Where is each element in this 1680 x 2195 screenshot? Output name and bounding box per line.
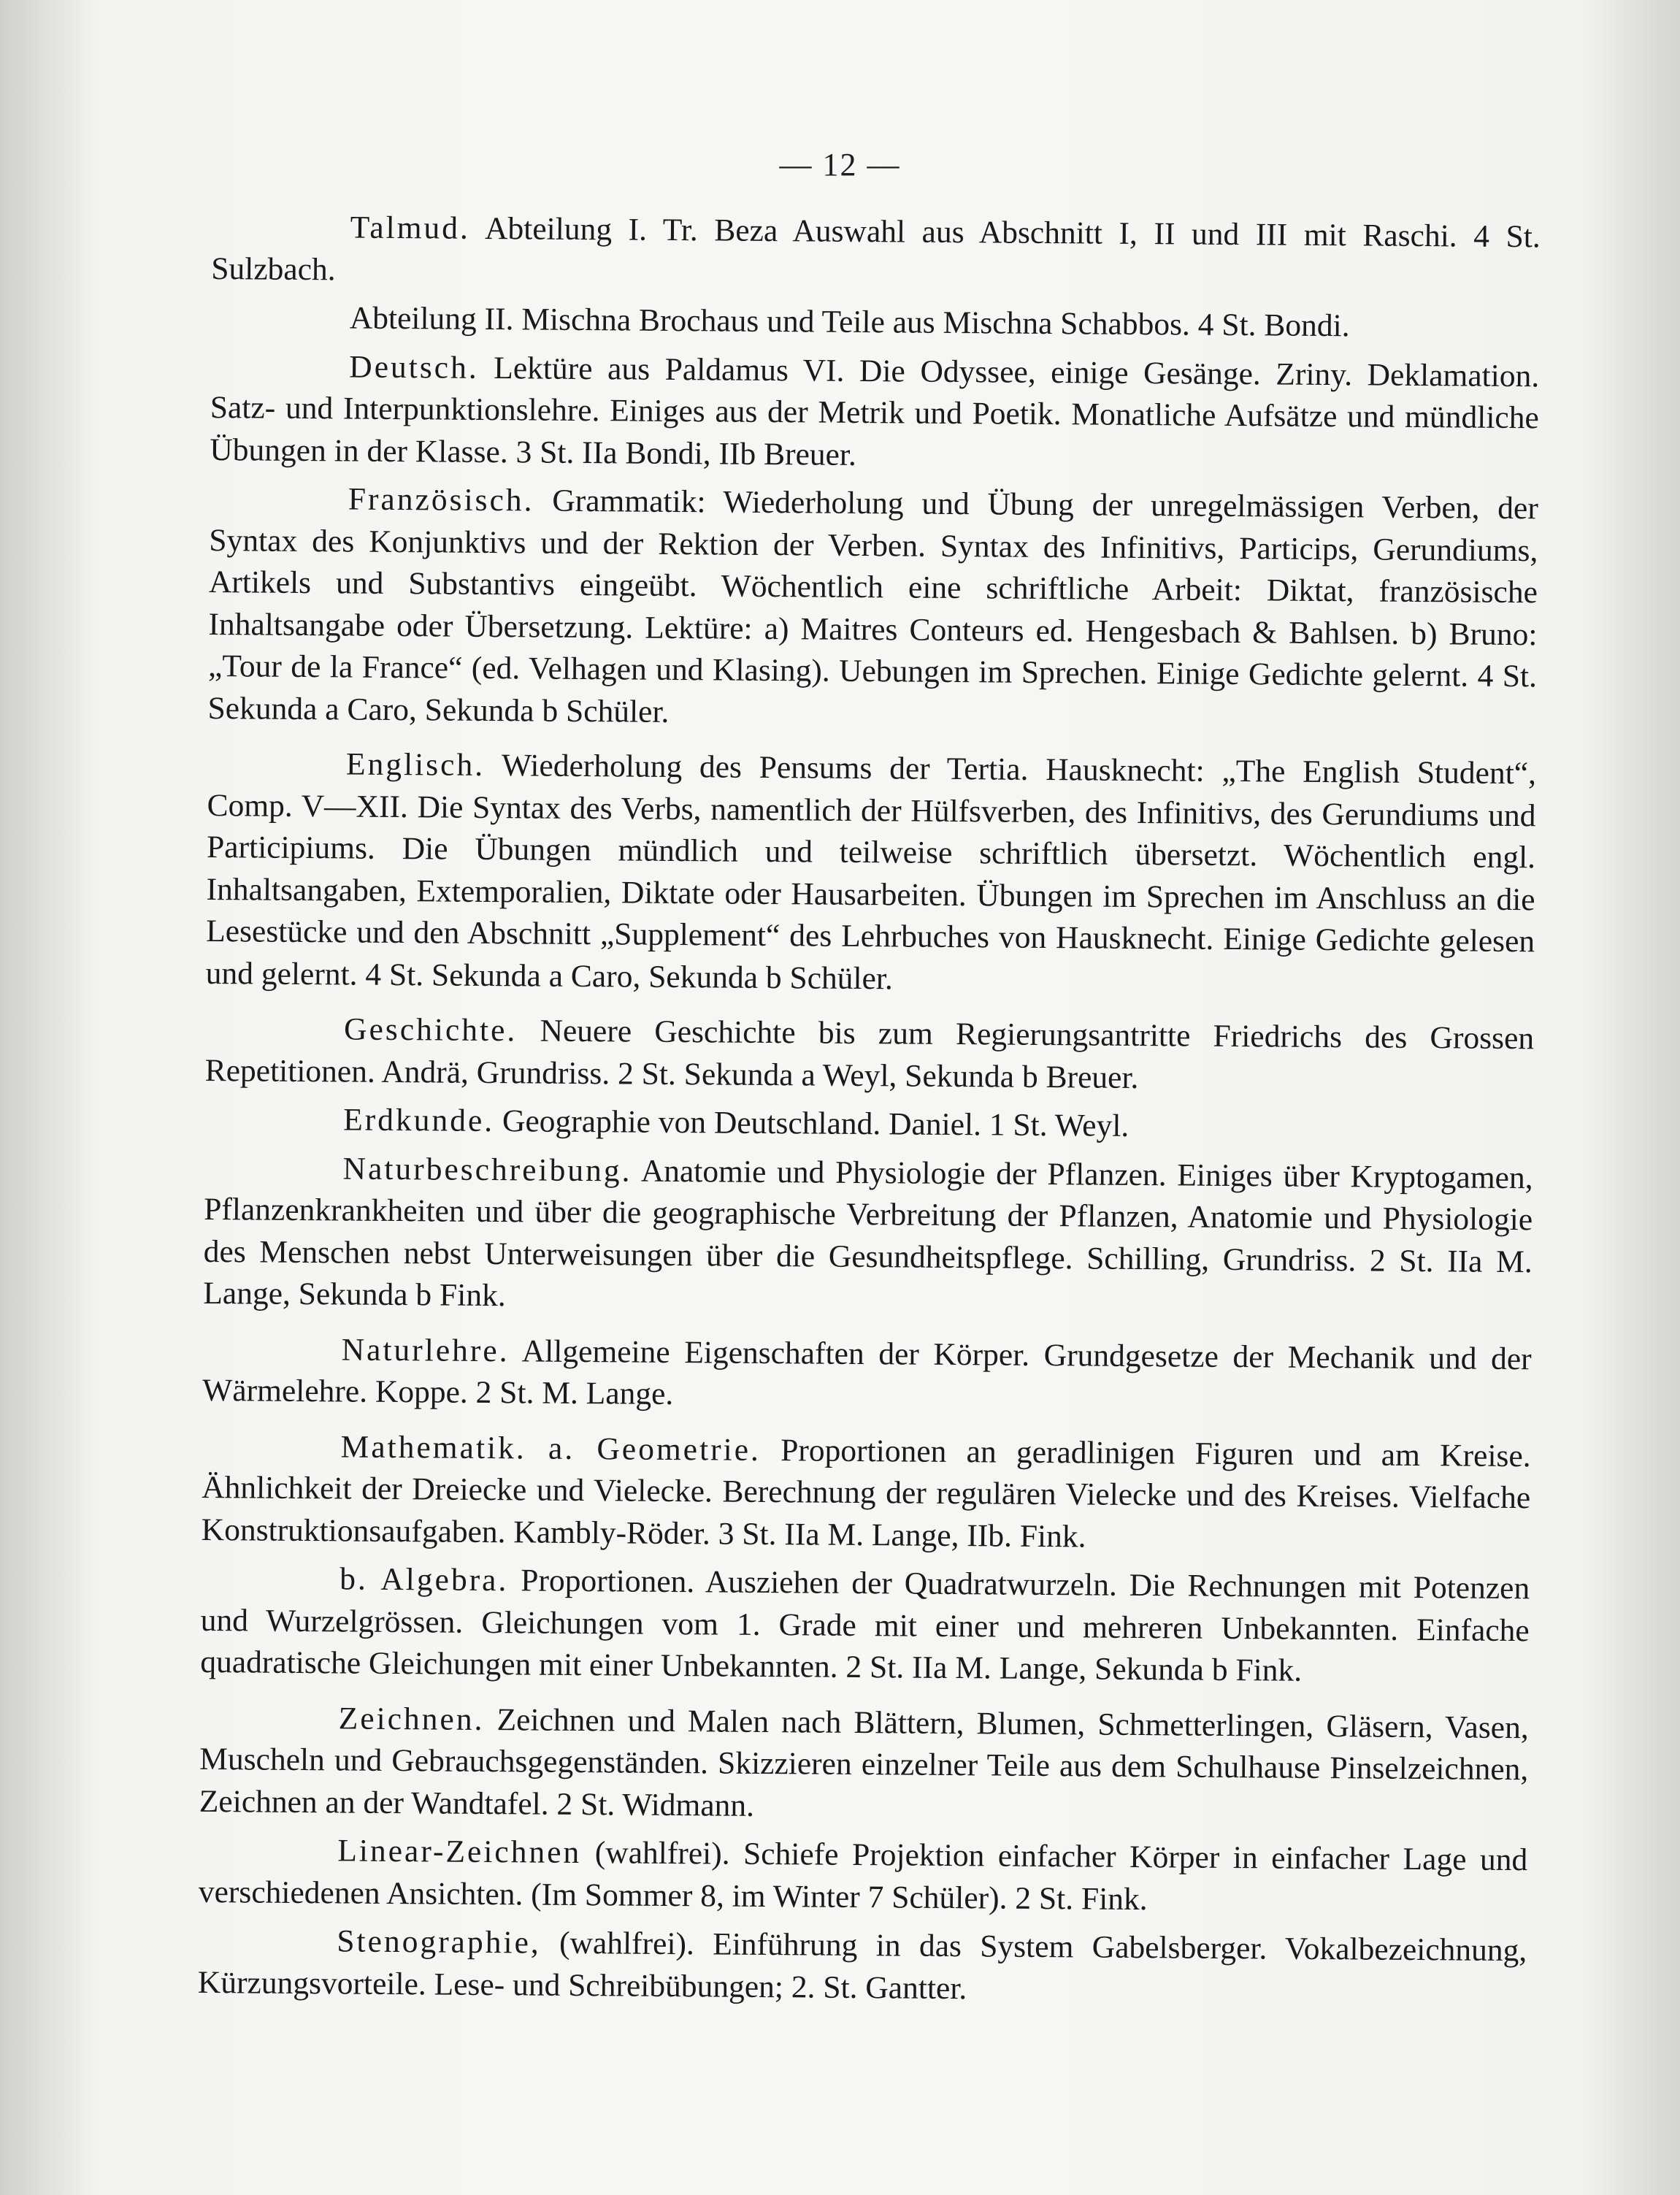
- paragraph-talmud-2: [211, 296, 1540, 349]
- paragraph-geschichte: [204, 1008, 1534, 1102]
- paragraph-stenographie: [198, 1920, 1527, 2014]
- paragraph-englisch: [206, 743, 1537, 1005]
- paragraph-heading: Naturlehre.: [341, 1331, 510, 1368]
- paragraph-heading: b. Algebra.: [340, 1561, 509, 1598]
- paragraph-linear-zeichnen: [199, 1829, 1528, 1923]
- paragraph-text: Abteilung II. Mischna Brochaus und Teile aus Mischna Schabbos. 4 St. Bondi.: [349, 300, 1350, 344]
- paragraph-text: (wahlfrei). Einführung in das System Gabelsberger. Vokalbezeichnung, Kürzungsvorteile. Lese- und Schreibübungen; 2. St. Gantter.: [197, 1925, 1527, 2006]
- paragraph-erdkunde: [204, 1098, 1533, 1151]
- paragraph-talmud: [211, 206, 1541, 300]
- paragraph-deutsch: [210, 345, 1539, 481]
- paragraph-text: Neuere Geschichte bis zum Regierungsantritte Friedrichs des Grossen Repetitionen. Andrä, Grundriss. 2 St. Sekunda a Weyl, Sekunda b Breuer.: [204, 1013, 1535, 1095]
- paragraph-text: Wiederholung des Pensums der Tertia. Hausknecht: „The English Student“, Comp. V—XII. Die Syntax des Verbs, namentlich der Hülfsverben, des Infinitivs, des Gerundiums und Participiums. Die Übungen mündlich und teilweise schriftlich übersetzt. Wöchentlich engl. Inhaltsangaben, Extemporalien, Diktate oder Hausarbeiten. Übungen im Sprechen im Anschluss an die Lesestücke und den Abschnitt „Supplement“ des Lehrbuches von Hausknecht. Einige Gedichte gelesen und gelernt. 4 St. Sekunda a Caro, Sekunda b Schüler.: [205, 748, 1537, 996]
- paragraph-text: Allgemeine Eigenschaften der Körper. Grundgesetze der Mechanik und der Wärmelehre. Koppe. 2 St. M. Lange.: [202, 1333, 1532, 1412]
- paragraph-algebra: [200, 1558, 1530, 1694]
- paragraph-heading: Mathematik. a. Geometrie.: [340, 1428, 762, 1468]
- paragraph-heading: Zeichnen.: [338, 1700, 485, 1737]
- paragraph-heading: Französisch.: [348, 481, 534, 518]
- paragraph-text: Lektüre aus Paldamus VI. Die Odyssee, einige Gesänge. Zriny. Deklamation. Satz- und Interpunktionslehre. Einiges aus der Metrik und Poetik. Monatliche Aufsätze und mündliche Übungen in der Klasse. 3 St. IIa Bondi, IIb Breuer.: [210, 350, 1540, 472]
- paragraph-heading: Deutsch.: [349, 348, 479, 386]
- paragraph-naturlehre: [202, 1328, 1532, 1422]
- paragraph-text: Proportionen. Ausziehen der Quadratwurzeln. Die Rechnungen mit Potenzen und Wurzelgrössen. Gleichungen vom 1. Grade mit einer und mehreren Unbekannten. Einfache quadratische Gleichungen mit einer Unbekannten. 2 St. IIa M. Lange, Sekunda b Fink.: [200, 1563, 1530, 1688]
- paragraph-heading: Naturbeschreibung.: [342, 1150, 632, 1189]
- paragraph-heading: Englisch.: [345, 746, 486, 783]
- paragraph-text: (wahlfrei). Schiefe Projektion einfacher Körper in einfacher Lage und verschiedenen Ansichten. (Im Sommer 8, im Winter 7 Schüler). 2 St. Fink.: [198, 1835, 1528, 1917]
- paragraph-heading: Talmud.: [350, 210, 471, 246]
- paragraph-heading: Stenographie,: [337, 1923, 541, 1961]
- paragraph-franzoesisch: [207, 478, 1538, 740]
- paragraph-text: Anatomie und Physiologie der Pflanzen. Einiges über Kryptogamen, Pflanzenkrankheiten und über die geographische Verbreitung der Pflanzen, Anatomie und Physiologie des Menschen nebst Unterweisungen über die Gesundheitspflege. Schilling, Grundriss. 2 St. IIa M. Lange, Sekunda b Fink.: [203, 1153, 1533, 1314]
- paragraph-text: Proportionen an geradlinigen Figuren und am Kreise. Ähnlichkeit der Dreiecke und Vielecke. Berechnung der regulären Vielecke und des Kreises. Vielfache Konstruktionsaufgaben. Kambly-Röder. 3 St. IIa M. Lange, IIb. Fink.: [201, 1432, 1531, 1554]
- paragraph-naturbeschreibung: [203, 1146, 1533, 1325]
- paragraph-text: Geographie von Deutschland. Daniel. 1 St. Weyl.: [502, 1103, 1129, 1144]
- paragraph-heading: Erdkunde.: [342, 1102, 495, 1139]
- paragraph-text: Grammatik: Wiederholung und Übung der unregelmässigen Verben, der Syntax des Konjunktivs und der Rektion der Verben. Syntax des Infinitivs, Particips, Gerundiums, Artikels und Substantivs eingeübt. Wöchentlich eine schriftliche Arbeit: Diktat, französische Inhaltsangabe oder Übersetzung. Lektüre: a) Maitres Conteurs ed. Hengesbach & Bahlsen. b) Bruno: „Tour de la France“ (ed. Velhagen und Klasing). Uebungen im Sprechen. Einige Gedichte gelernt. 4 St. Sekunda a Caro, Sekunda b Schüler.: [207, 483, 1539, 729]
- paragraph-heading: Geschichte.: [343, 1011, 518, 1049]
- paragraph-mathematik: [202, 1425, 1531, 1561]
- paragraph-text: Zeichnen und Malen nach Blättern, Blumen, Schmetterlingen, Gläsern, Vasen, Muscheln und Gebrauchsgegenständen. Skizzieren einzelner Teile aus dem Schulhause Pinselzeichnen, Zeichnen an der Wandtafel. 2 St. Widmann.: [199, 1701, 1529, 1823]
- page-number: — 12 —: [779, 147, 901, 183]
- paragraph-heading: Linear-Zeichnen: [337, 1833, 582, 1871]
- document-body: [198, 206, 1541, 2020]
- paragraph-zeichnen: [199, 1696, 1529, 1833]
- paragraph-text: Abteilung I. Tr. Beza Auswahl aus Abschnitt I, II und III mit Raschi. 4 St. Sulzbach.: [211, 210, 1541, 287]
